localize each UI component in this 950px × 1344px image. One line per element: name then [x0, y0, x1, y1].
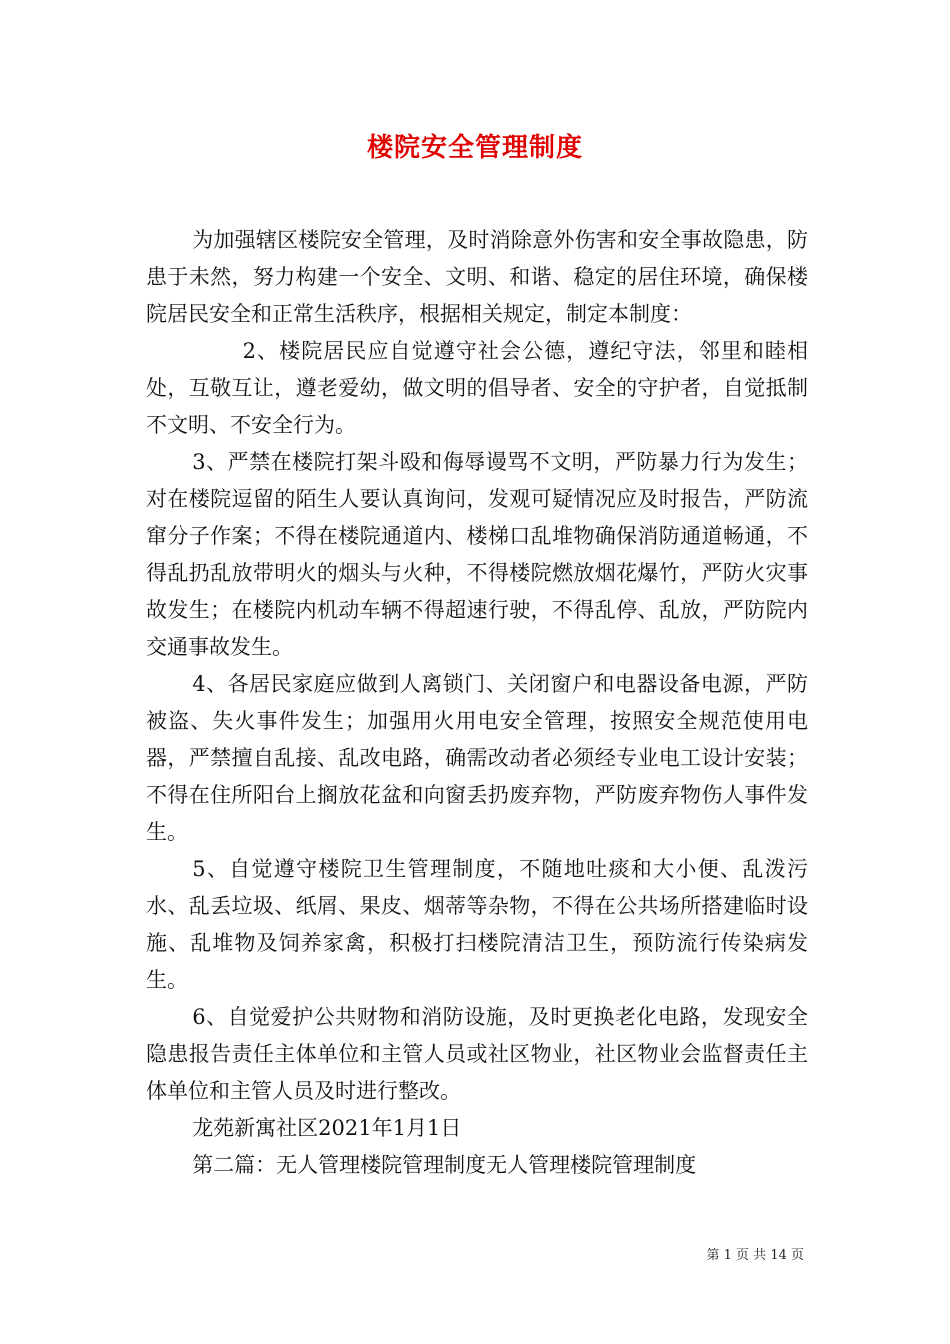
paragraph-item-3: 3、严禁在楼院打架斗殴和侮辱谩骂不文明，严防暴力行为发生；对在楼院逗留的陌生人要认真询问，发观可疑情况应及时报告，严防流窜分子作案；不得在楼院通道内、楼梯口乱堆物确保消防通道畅通，不得乱扔乱放带明火的烟头与火种，不得楼院燃放烟花爆竹，严防火灾事故发生；在楼院内机动车辆不得超速行驶，不得乱停、乱放，严防院内交通事故发生。: [146, 450, 808, 659]
intro-paragraph: 为加强辖区楼院安全管理，及时消除意外伤害和安全事故隐患，防患于未然，努力构建一个安全、文明、和谐、稳定的居住环境，确保楼院居民安全和正常生活秩序，根据相关规定，制定本制度：: [146, 228, 808, 326]
document-body: [146, 222, 808, 1184]
signature-date-line: 龙苑新寓社区2021年1月1日: [192, 1116, 462, 1140]
paragraph-item-5: 5、自觉遵守楼院卫生管理制度，不随地吐痰和大小便、乱泼污水、乱丢垃圾、纸屑、果皮、烟蒂等杂物，不得在公共场所搭建临时设施、乱堆物及饲养家禽，积极打扫楼院清洁卫生，预防流行传染病发生。: [146, 857, 808, 992]
next-section-heading: 第二篇：无人管理楼院管理制度无人管理楼院管理制度: [192, 1153, 697, 1177]
page-number-footer: 第 1 页 共 14 页: [706, 1248, 804, 1263]
document-title: 楼院安全管理制度: [366, 133, 583, 163]
paragraph-item-2: 2、楼院居民应自觉遵守社会公德，遵纪守法，邻里和睦相处，互敬互让，遵老爱幼，做文明的倡导者、安全的守护者，自觉抵制不文明、不安全行为。: [146, 339, 808, 437]
paragraph-item-6: 6、自觉爱护公共财物和消防设施，及时更换老化电路，发现安全隐患报告责任主体单位和主管人员或社区物业，社区物业会监督责任主体单位和主管人员及时进行整改。: [146, 1005, 808, 1103]
paragraph-item-4: 4、各居民家庭应做到人离锁门、关闭窗户和电器设备电源，严防被盗、失火事件发生；加强用火用电安全管理，按照安全规范使用电器，严禁擅自乱接、乱改电路，确需改动者必须经专业电工设计安装；不得在住所阳台上搁放花盆和向窗丢扔废弃物，严防废弃物伤人事件发生。: [146, 672, 808, 844]
